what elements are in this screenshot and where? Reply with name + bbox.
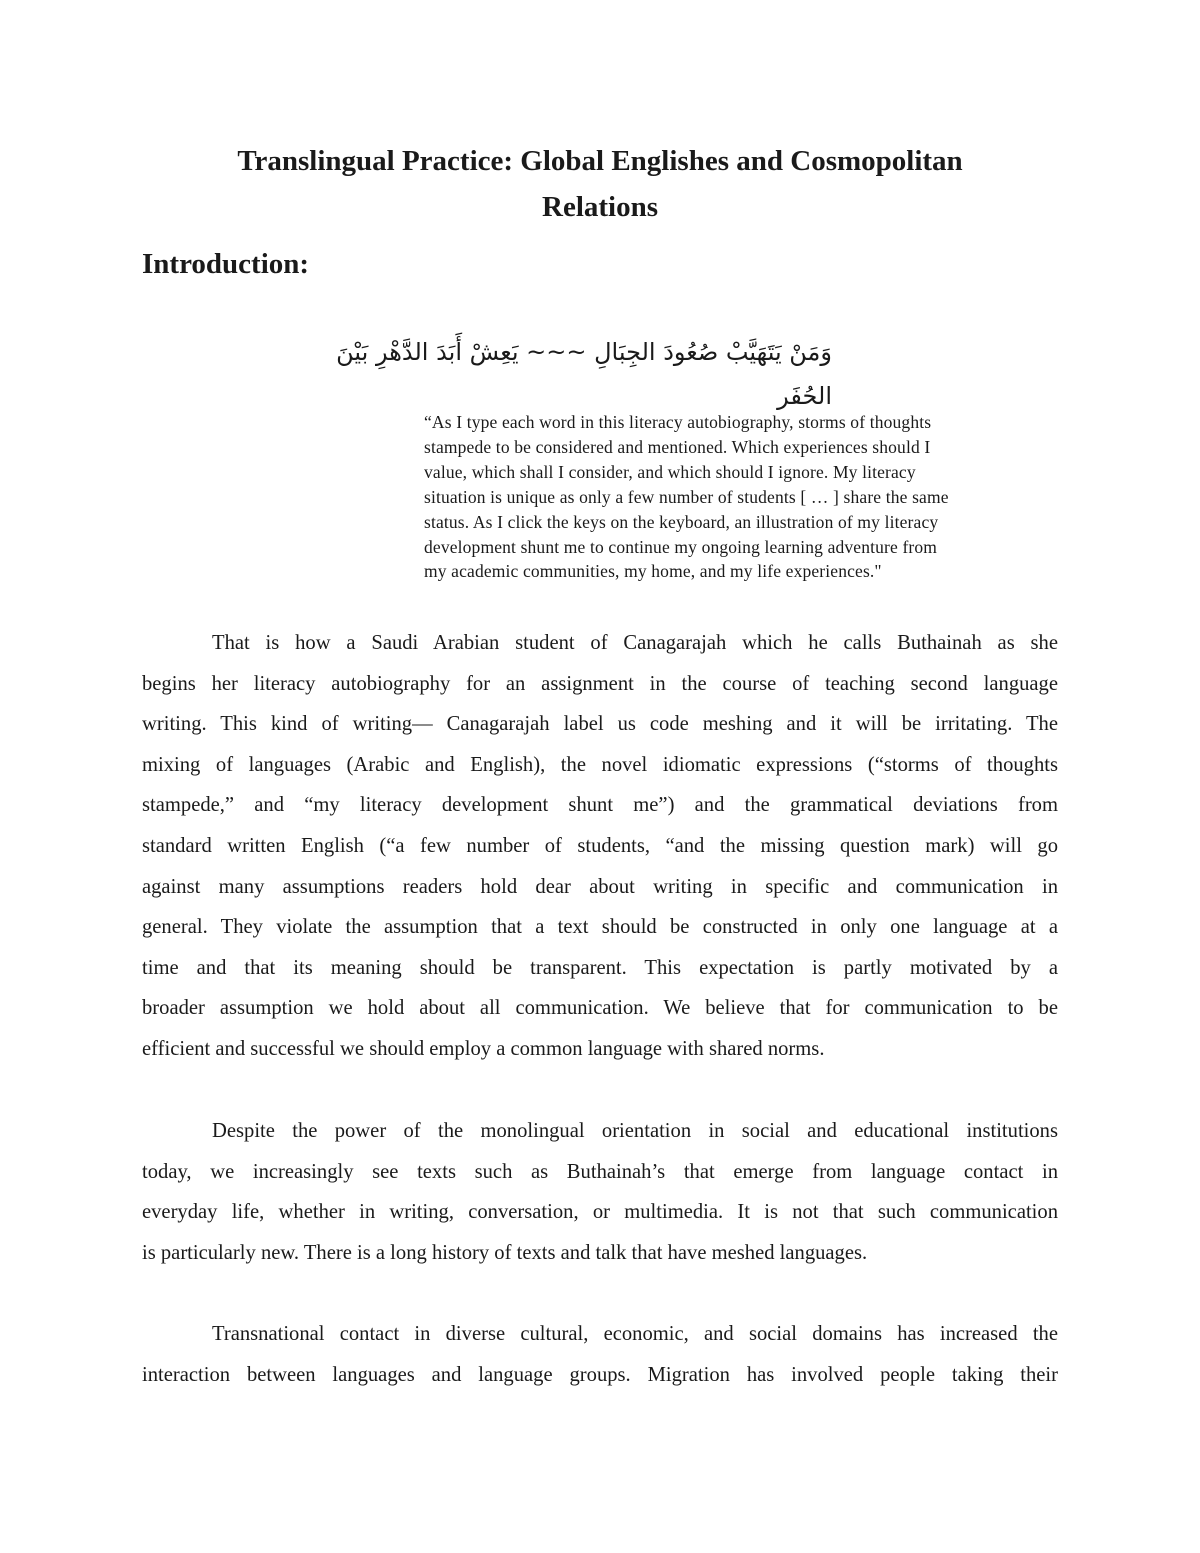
epigraph-line: my academic communities, my home, and my life experiences." [424,561,882,582]
paragraph-line: against many assumptions readers hold dear about writing in specific and communication in [142,875,1058,898]
epigraph-quote [424,410,1064,584]
paragraph-line: Despite the power of the monolingual orientation in social and educational institutions [212,1120,1058,1142]
epigraph-line: “As I type each word in this literacy autobiography, storms of thoughts [424,412,932,432]
paragraph-line: everyday life, whether in writing, conversation, or multimedia. It is not that such communication [142,1201,1058,1224]
body-paragraph [142,623,1058,1070]
epigraph-line: stampede to be considered and mentioned. Which experiences should I [424,436,931,457]
paragraph-line: time and that its meaning should be transparent. This expectation is partly motivated by a [142,956,1058,979]
document-title-line: Relations [542,191,658,223]
section-heading-introduction: Introduction: [142,248,310,280]
paragraph-line: stampede,” and “my literacy development shunt me”) and the grammatical deviations from [142,794,1058,817]
paragraph-line: standard written English (“a few number of students, “and the missing question mark) will go [142,834,1058,857]
document-title-line: Translingual Practice: Global Englishes and Cosmopolitan [237,145,963,177]
body-paragraph [142,1111,1058,1273]
paragraph-line: interaction between languages and language groups. Migration has involved people taking their [142,1363,1058,1386]
epigraph-line: development shunt me to continue my ongoing learning adventure from [424,536,938,557]
paragraph-line: begins her literacy autobiography for an assignment in the course of teaching second language [142,672,1058,695]
body-paragraph [142,1314,1058,1395]
paragraph-line: is particularly new. There is a long history of texts and talk that have meshed languages. [142,1241,868,1264]
epigraph-line: status. As I click the keys on the keyboard, an illustration of my literacy [424,511,939,532]
paragraph-line: efficient and successful we should employ a common language with shared norms. [142,1037,825,1060]
paragraph-line: Transnational contact in diverse cultural, economic, and social domains has increased the [212,1323,1058,1345]
paragraph-line: That is how a Saudi Arabian student of Canagarajah which he calls Buthainah as she [212,632,1058,654]
paragraph-line: broader assumption we hold about all communication. We believe that for communication to be [142,997,1058,1020]
paragraph-line: mixing of languages (Arabic and English), the novel idiomatic expressions (“storms of thoughts [142,753,1058,776]
paragraph-line: general. They violate the assumption that a text should be constructed in only one language at a [142,916,1058,939]
document-title [140,138,1060,230]
paragraph-line: today, we increasingly see texts such as Buthainah’s that emerge from language contact in [142,1160,1058,1183]
arabic-verse: وَمَنْ يَتَهَيَّبْ صُعُودَ الجِبَالِ ~~~ يَعِشْ أَبَدَ الدَّهْرِ بَيْنَ الحُفَر [336,338,832,410]
paragraph-line: writing. This kind of writing— Canagarajah label us code meshing and it will be irritating. The [142,713,1058,736]
epigraph-line: situation is unique as only a few number of students [ … ] share the same [424,486,949,507]
epigraph-line: value, which shall I consider, and which should I ignore. My literacy [424,461,916,482]
